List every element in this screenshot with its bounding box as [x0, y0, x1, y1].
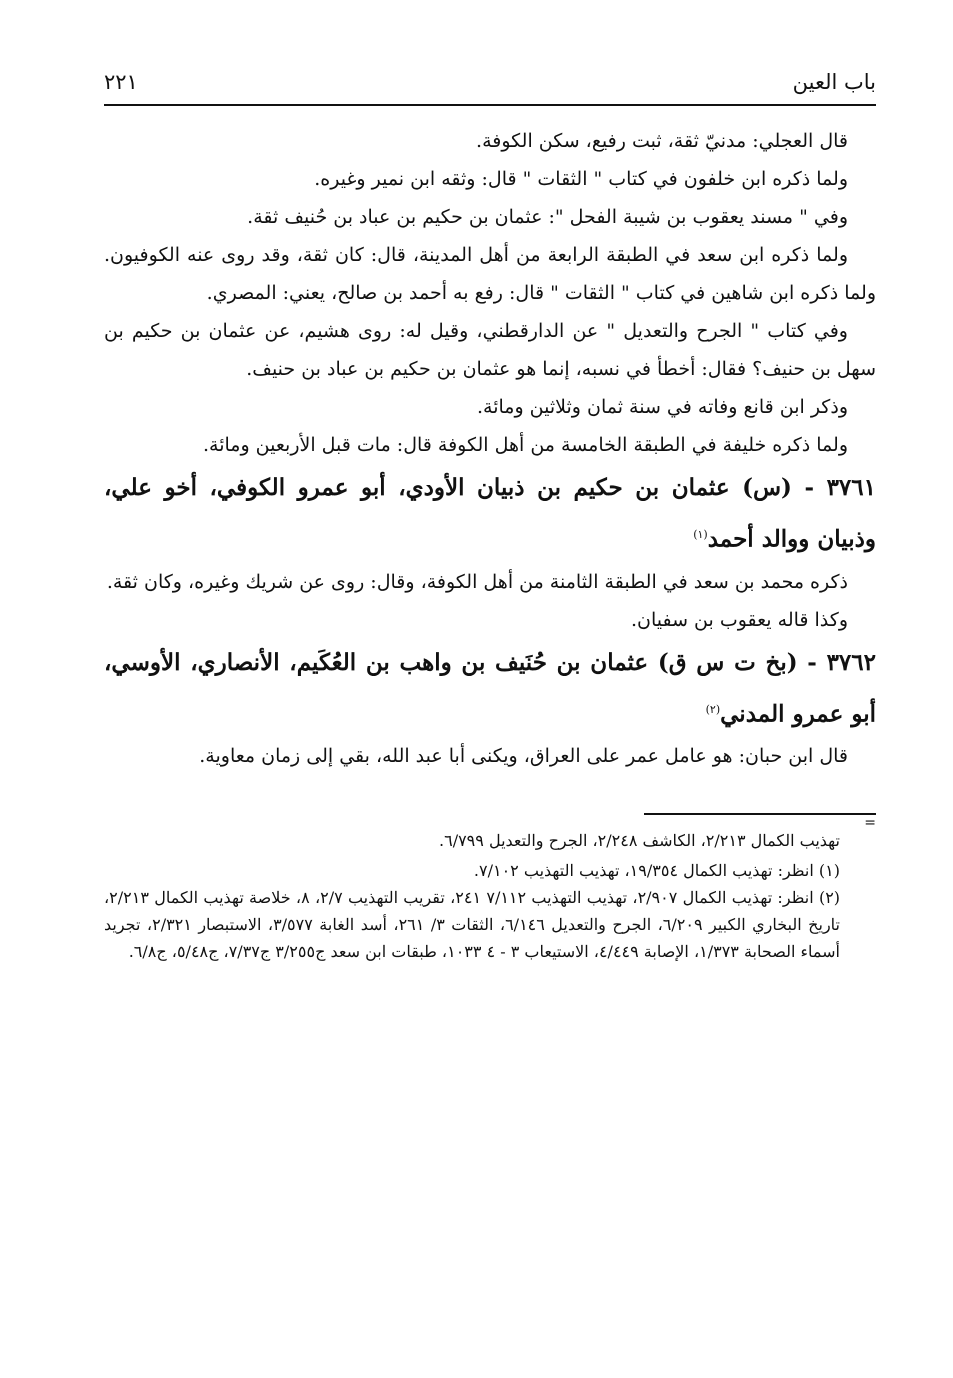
main-text	[104, 122, 876, 775]
paragraph-7: ولما ذكره خليفة في الطبقة الخامسة من أهل الكوفة قال: مات قبل الأربعين ومائة.	[202, 434, 848, 456]
chapter-title: باب العين	[792, 70, 876, 94]
paragraph-3: وفي " مسند يعقوب بن شيبة الفحل ": عثمان بن حكيم بن عباد بن حُنيف ثقة.	[247, 206, 848, 228]
page-number: ٢٢١	[104, 70, 138, 94]
entry-heading-text: ٣٧٦١ - (س) عثمان بن حكيم بن ذبيان الأودي، أبو عمرو الكوفي، أخو علي، وذبيان ووالد أحمد	[104, 474, 876, 553]
footnotes	[104, 827, 876, 965]
footnote-2: (٢) انظر: تهذيب الكمال ٢/٩٠٧، تهذيب التهذيب ٧/١١٢ ٢٤١، تقريب التهذيب ٢/٧، ٨، خلاصة تهذيب الكمال ٢/٢١٣، تاريخ البخاري الكبير ٦/٢٠٩، الجرح والتعديل ٦/١٤٦، الثقات ٣/ ٢٦١، أسد الغابة ٣/٥٧٧، الاستبصار ٢/٣٢١، تجريد أسماء الصحابة ١/٣٧٣، الإصابة ٤/٤٤٩، الاستيعاب ٣ - ٤ ١٠٣٣، طبقات ابن سعد ج٣/٢٥٥ ج٧/٣٧، ج٥/٤٨، ج٦/٨.	[104, 888, 841, 962]
paragraph-4: ولما ذكره ابن سعد في الطبقة الرابعة من أهل المدينة، قال: كان ثقة، وقد روى عنه الكوفيون. ولما ذكره ابن شاهين في كتاب " الثقات " قال: رفع به أحمد بن صالح، يعني: المصري.	[104, 244, 876, 304]
entry-heading-3761	[104, 464, 876, 563]
footnote-ref-2: (٢)	[705, 702, 721, 716]
footnote-separator	[104, 813, 876, 832]
footnote-1: (١) انظر: تهذيب الكمال ١٩/٣٥٤، تهذيب التهذيب ٧/١٠٢.	[473, 861, 840, 881]
running-header	[104, 60, 876, 106]
continuation-mark: =	[864, 815, 876, 832]
footnote-ref-1: (١)	[693, 528, 708, 541]
paragraph-10: قال ابن حبان: هو عامل عمر على العراق، ويكنى أبا عبد الله، بقي إلى زمان معاوية.	[199, 745, 848, 768]
paragraph-9: وكذا قاله يعقوب بن سفيان.	[630, 608, 848, 631]
book-page	[104, 60, 876, 1340]
paragraph-2: ولما ذكره ابن خلفون في كتاب " الثقات " قال: وثقه ابن نمير وغيره.	[314, 168, 848, 190]
entry-heading-text: ٣٧٦٢ - (بخ ت س ق) عثمان بن حُنَيف بن واهب بن العُكَيم، الأنصاري، الأوسي، أبو عمرو المدني	[104, 648, 876, 728]
paragraph-5: وفي كتاب " الجرح والتعديل " عن الدارقطني، وقيل له: روى هشيم، عن عثمان بن حكيم بن سهل بن حنيف؟ فقال: أخطأ في نسبه، إنما هو عثمان بن حكيم بن عباد بن حنيف.	[104, 320, 876, 380]
footnote-rule	[644, 813, 876, 815]
paragraph-8: ذكره محمد بن سعد في الطبقة الثامنة من أهل الكوفة، وقال: روى عن شريك وغيره، وكان ثقة.	[106, 570, 848, 593]
paragraph-6: وذكر ابن قانع وفاته في سنة ثمان وثلاثين ومائة.	[476, 396, 848, 418]
entry-heading-3762	[104, 639, 876, 738]
paragraph-1: قال العجلي: مدنيّ ثقة، ثبت رفيع، سكن الكوفة.	[476, 130, 848, 152]
footnote-continued: تهذيب الكمال ٢/٢١٣، الكاشف ٢/٢٤٨، الجرح والتعديل ٦/٧٩٩.	[439, 831, 840, 851]
